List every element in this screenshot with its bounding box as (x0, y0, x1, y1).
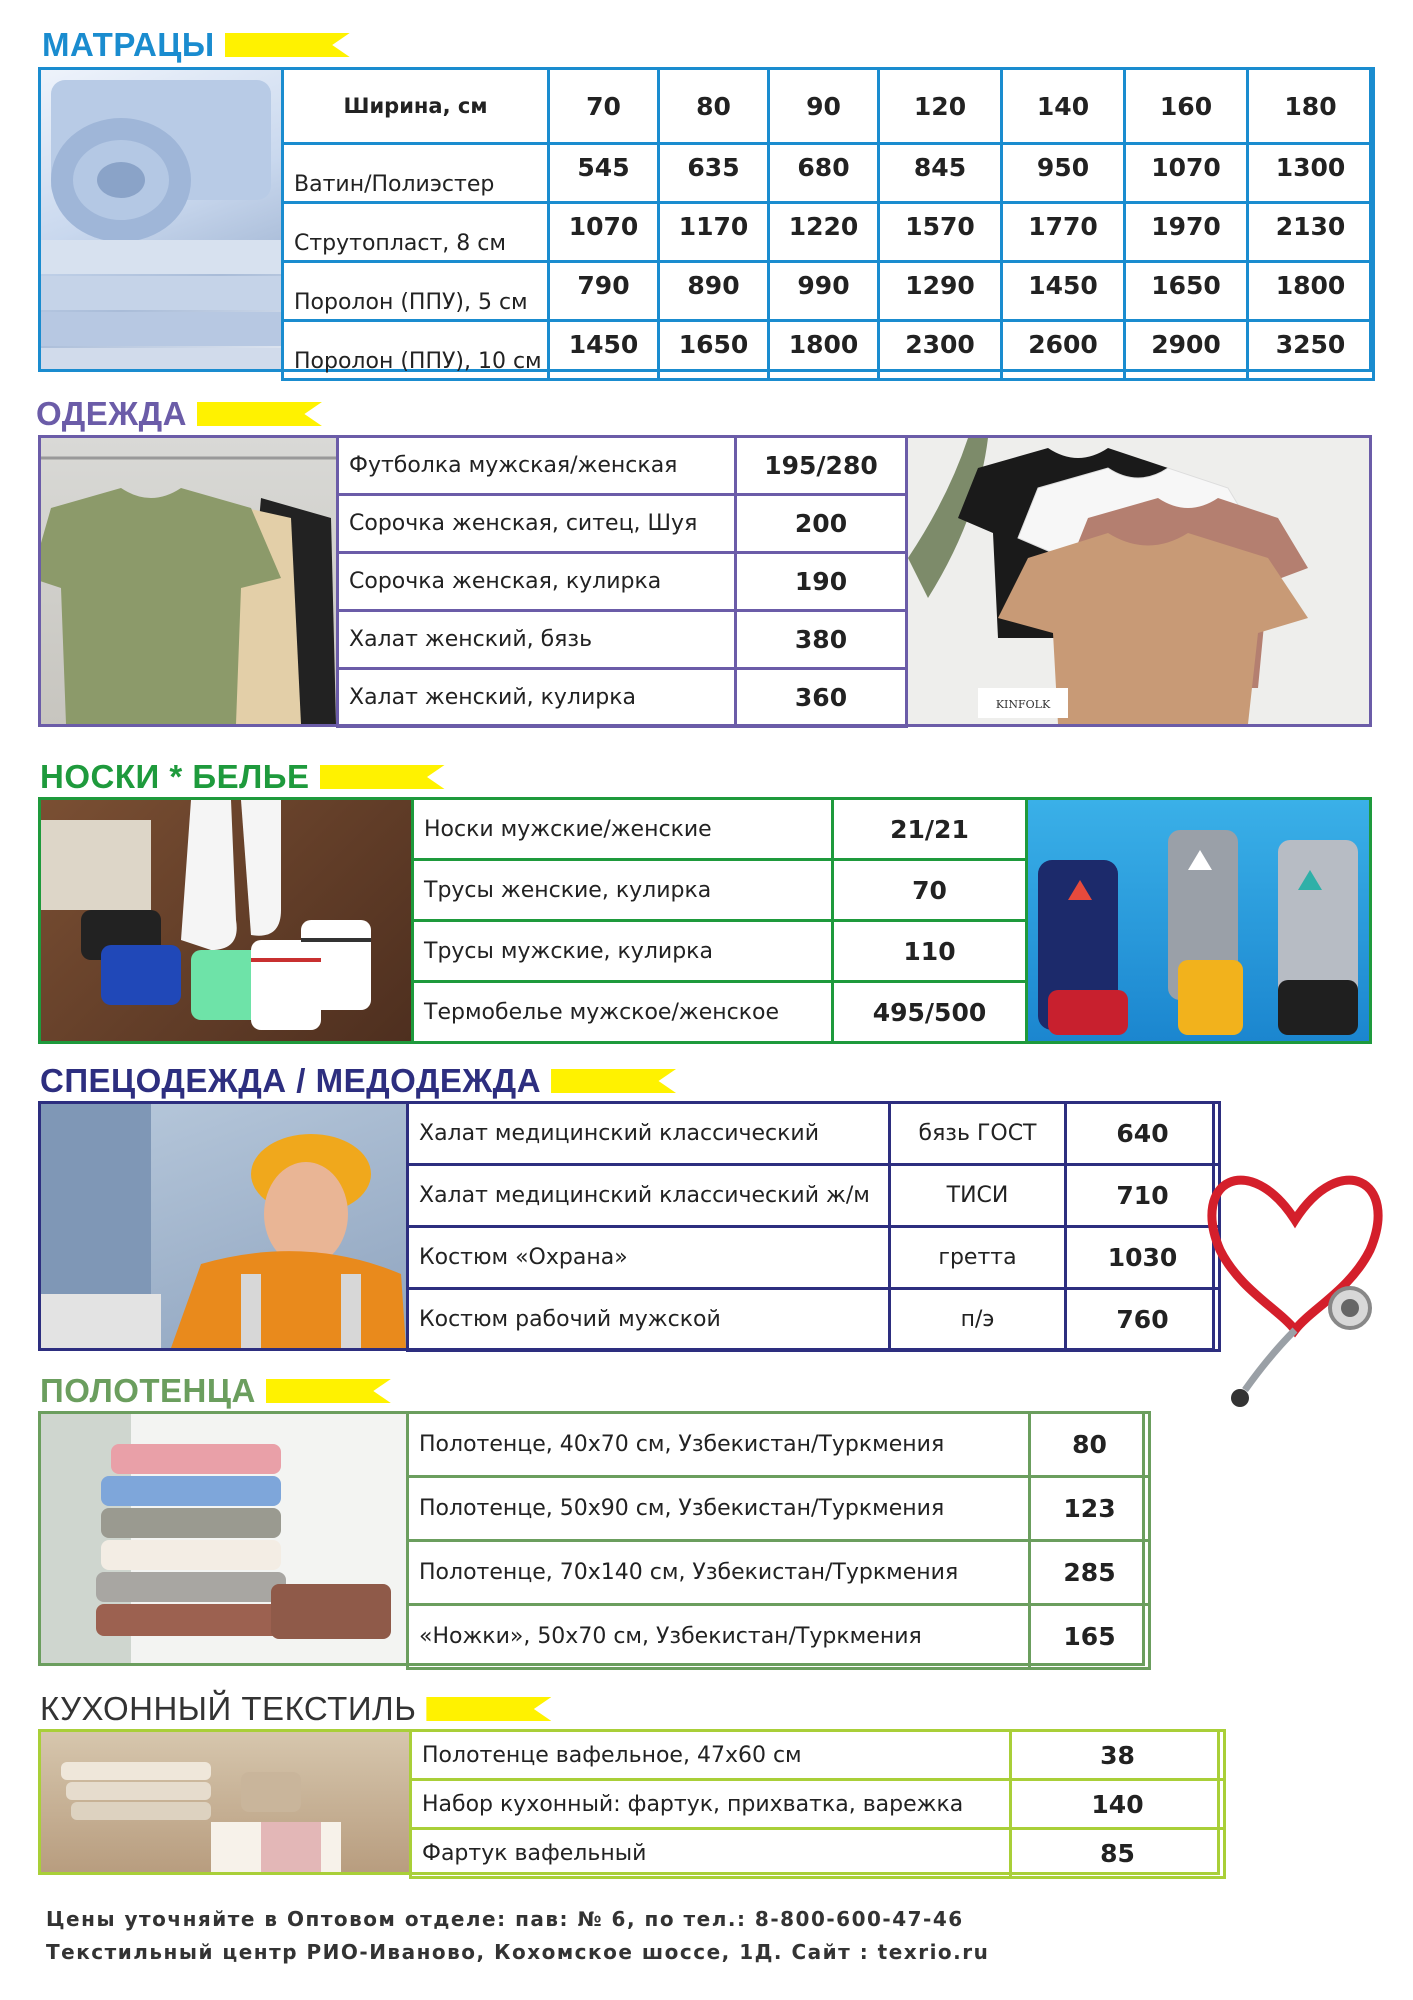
price: 1290 (879, 262, 1002, 321)
table-row (408, 1227, 1220, 1289)
section-title-clothing (36, 395, 322, 433)
item-name: «Ножки», 50х70 см, Узбекистан/Туркмения (408, 1605, 1030, 1669)
price: 85 (1011, 1829, 1225, 1878)
title-text: МАТРАЦЫ (42, 26, 215, 63)
section-title-workwear (40, 1062, 676, 1100)
table-row (408, 1103, 1220, 1165)
towel-stack-icon (41, 1414, 406, 1663)
item-name: Костюм «Охрана» (408, 1227, 890, 1289)
item-name: Ватин/Полиэстер (283, 144, 549, 203)
price: 1070 (1125, 144, 1248, 203)
towels-block (38, 1411, 1145, 1666)
price: 1650 (659, 321, 769, 380)
price: 1650 (1125, 262, 1248, 321)
width-header: 140 (1002, 69, 1125, 144)
socks-photo (41, 800, 411, 1041)
footer-address-line: Текстильный центр РИО-Иваново, Кохомское шоссе, 1Д. Сайт : texrio.ru (46, 1940, 990, 1964)
clothing-price-table (336, 435, 908, 728)
price: 845 (879, 144, 1002, 203)
yellow-marker (266, 1379, 391, 1403)
item-name: Халат женский, бязь (338, 611, 736, 669)
width-header: 80 (659, 69, 769, 144)
price: 710 (1066, 1165, 1220, 1227)
table-row (411, 1780, 1225, 1829)
price: 635 (659, 144, 769, 203)
rolled-mattress-icon (41, 70, 281, 369)
title-text: ПОЛОТЕНЦА (40, 1372, 256, 1409)
price: 2600 (1002, 321, 1125, 380)
table-row (413, 799, 1027, 860)
price: 2300 (879, 321, 1002, 380)
yellow-marker (225, 33, 350, 57)
price: 1220 (769, 203, 879, 262)
table-row (408, 1605, 1150, 1669)
material: п/э (890, 1289, 1066, 1351)
item-name: Поролон (ППУ), 10 см (283, 321, 549, 380)
price: 80 (1030, 1413, 1150, 1477)
table-row (413, 860, 1027, 921)
price: 680 (769, 144, 879, 203)
table-row (411, 1731, 1225, 1780)
yellow-marker (426, 1697, 551, 1721)
price: 890 (659, 262, 769, 321)
section-title-socks (40, 758, 445, 796)
price: 70 (833, 860, 1027, 921)
material: бязь ГОСТ (890, 1103, 1066, 1165)
table-row (283, 321, 1374, 380)
price: 495/500 (833, 982, 1027, 1043)
width-header: 180 (1248, 69, 1374, 144)
price: 360 (736, 669, 907, 727)
header-row (283, 69, 1374, 144)
title-text: ОДЕЖДА (36, 395, 187, 432)
price: 1070 (549, 203, 659, 262)
item-name: Поролон (ППУ), 5 см (283, 262, 549, 321)
item-name: Халат женский, кулирка (338, 669, 736, 727)
title-text: СПЕЦОДЕЖДА / МЕДОДЕЖДА (40, 1062, 542, 1099)
price: 2900 (1125, 321, 1248, 380)
table-row (408, 1165, 1220, 1227)
price: 640 (1066, 1103, 1220, 1165)
item-name: Сорочка женская, ситец, Шуя (338, 495, 736, 553)
yellow-marker (197, 402, 322, 426)
price: 1970 (1125, 203, 1248, 262)
width-header: 120 (879, 69, 1002, 144)
footer-contact-line: Цены уточняйте в Оптовом отделе: пав: № 6, по тел.: 8-800-600-47-46 (46, 1907, 964, 1931)
table-row (338, 553, 907, 611)
table-row (338, 437, 907, 495)
price: 950 (1002, 144, 1125, 203)
tshirts-hanger-photo (41, 438, 336, 724)
price: 123 (1030, 1477, 1150, 1541)
price: 760 (1066, 1289, 1220, 1351)
price: 140 (1011, 1780, 1225, 1829)
price: 285 (1030, 1541, 1150, 1605)
title-text: КУХОННЫЙ ТЕКСТИЛЬ (40, 1690, 417, 1727)
kinfolk-tag: KINFOLK (995, 698, 1051, 711)
table-row (338, 495, 907, 553)
socks-icon (41, 800, 411, 1041)
price: 1450 (1002, 262, 1125, 321)
item-name: Полотенце, 50х90 см, Узбекистан/Туркмения (408, 1477, 1030, 1541)
stethoscope-heart-icon (1190, 1140, 1400, 1420)
table-row (338, 611, 907, 669)
tshirts-folded-photo (908, 438, 1369, 724)
price: 190 (736, 553, 907, 611)
table-row (413, 982, 1027, 1043)
section-title-towels (40, 1372, 391, 1410)
worker-icon (41, 1104, 406, 1348)
item-name: Фартук вафельный (411, 1829, 1011, 1878)
table-row (408, 1477, 1150, 1541)
workwear-block (38, 1101, 1215, 1351)
item-name: Полотенце, 70х140 см, Узбекистан/Туркмения (408, 1541, 1030, 1605)
mattresses-block (38, 67, 1372, 372)
table-row (338, 669, 907, 727)
price: 380 (736, 611, 907, 669)
price: 1770 (1002, 203, 1125, 262)
item-name: Костюм рабочий мужской (408, 1289, 890, 1351)
patterned-socks-photo (1028, 800, 1369, 1041)
price: 3250 (1248, 321, 1374, 380)
item-name: Полотенце вафельное, 47х60 см (411, 1731, 1011, 1780)
price: 21/21 (833, 799, 1027, 860)
item-name: Набор кухонный: фартук, прихватка, варежка (411, 1780, 1011, 1829)
header-label: Ширина, см (283, 69, 549, 144)
mattress-photo (41, 70, 281, 369)
price: 990 (769, 262, 879, 321)
item-name: Сорочка женская, кулирка (338, 553, 736, 611)
towels-price-table (406, 1411, 1151, 1670)
workwear-price-table (406, 1101, 1221, 1352)
table-row (283, 262, 1374, 321)
section-title-mattresses (42, 26, 350, 64)
yellow-marker (551, 1069, 676, 1093)
item-name: Халат медицинский классический (408, 1103, 890, 1165)
table-row (411, 1829, 1225, 1878)
price: 110 (833, 921, 1027, 982)
item-name: Трусы женские, кулирка (413, 860, 833, 921)
socks-price-table (411, 797, 1028, 1044)
kitchen-block (38, 1729, 1220, 1875)
item-name: Струтопласт, 8 см (283, 203, 549, 262)
section-title-kitchen (40, 1690, 551, 1728)
mattress-price-table (281, 67, 1375, 381)
price: 1300 (1248, 144, 1374, 203)
worker-photo (41, 1104, 406, 1348)
price: 1570 (879, 203, 1002, 262)
table-row (408, 1413, 1150, 1477)
item-name: Полотенце, 40х70 см, Узбекистан/Туркмения (408, 1413, 1030, 1477)
table-row (408, 1541, 1150, 1605)
kitchen-icon (41, 1732, 409, 1872)
patterned-socks-icon (1028, 800, 1369, 1041)
price: 1800 (1248, 262, 1374, 321)
price: 790 (549, 262, 659, 321)
item-name: Трусы мужские, кулирка (413, 921, 833, 982)
price: 1450 (549, 321, 659, 380)
kitchen-photo (41, 1732, 409, 1872)
folded-tshirts-icon (908, 438, 1369, 724)
table-row (413, 921, 1027, 982)
item-name: Футболка мужская/женская (338, 437, 736, 495)
price: 1800 (769, 321, 879, 380)
width-header: 90 (769, 69, 879, 144)
kitchen-price-table (409, 1729, 1226, 1879)
tshirt-icon (41, 438, 336, 724)
material: гретта (890, 1227, 1066, 1289)
price: 38 (1011, 1731, 1225, 1780)
clothing-block (38, 435, 1372, 727)
item-name: Термобелье мужское/женское (413, 982, 833, 1043)
price: 1030 (1066, 1227, 1220, 1289)
table-row (283, 144, 1374, 203)
width-header: 160 (1125, 69, 1248, 144)
material: ТИСИ (890, 1165, 1066, 1227)
yellow-marker (320, 765, 445, 789)
price: 165 (1030, 1605, 1150, 1669)
title-text: НОСКИ * БЕЛЬЕ (40, 758, 310, 795)
price: 545 (549, 144, 659, 203)
price: 200 (736, 495, 907, 553)
price: 1170 (659, 203, 769, 262)
item-name: Халат медицинский классический ж/м (408, 1165, 890, 1227)
towels-photo (41, 1414, 406, 1663)
table-row (283, 203, 1374, 262)
socks-block (38, 797, 1372, 1044)
item-name: Носки мужские/женские (413, 799, 833, 860)
table-row (408, 1289, 1220, 1351)
price: 2130 (1248, 203, 1374, 262)
width-header: 70 (549, 69, 659, 144)
price: 195/280 (736, 437, 907, 495)
